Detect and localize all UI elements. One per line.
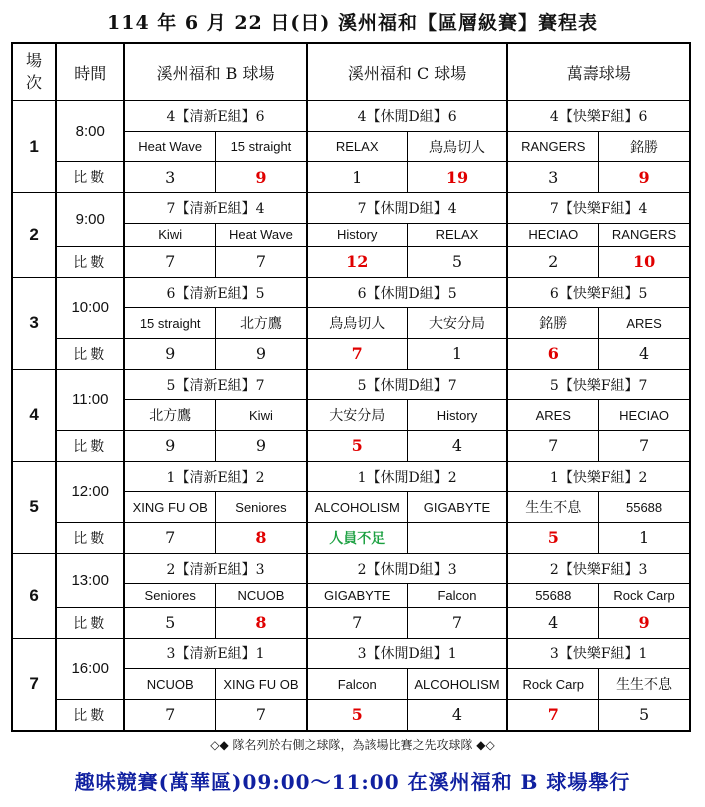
group-label: 7【休閒D組】4	[307, 193, 508, 224]
score-home: 3	[507, 162, 598, 193]
team-name-home: 鳥鳥切人	[307, 308, 407, 339]
group-label: 7【快樂F組】4	[507, 193, 690, 224]
team-name-home: Seniores	[124, 584, 215, 607]
team-name-home: RANGERS	[507, 131, 598, 162]
group-label: 5【休閒D組】7	[307, 369, 508, 400]
score-away: 7	[407, 607, 507, 638]
round-group-row	[12, 193, 690, 224]
round-number: 2	[12, 193, 56, 278]
team-name-away: RELAX	[407, 223, 507, 246]
group-label: 4【快樂F組】6	[507, 101, 690, 132]
score-label: 比數	[56, 699, 124, 731]
score-home: 12	[307, 247, 407, 278]
group-label: 6【快樂F組】5	[507, 277, 690, 308]
team-name-home: 北方鷹	[124, 400, 215, 431]
round-number: 3	[12, 277, 56, 369]
schedule-table	[11, 42, 691, 732]
team-name-home: NCUOB	[124, 669, 215, 700]
team-name-home: 大安分局	[307, 400, 407, 431]
round-number: 7	[12, 638, 56, 731]
score-label: 比數	[56, 339, 124, 370]
score-home: 7	[124, 699, 215, 731]
group-label: 2【休閒D組】3	[307, 553, 508, 584]
team-name-away: 鳥鳥切人	[407, 131, 507, 162]
score-away: 1	[407, 339, 507, 370]
team-name-home: Heat Wave	[124, 131, 215, 162]
score-away: 4	[407, 431, 507, 462]
group-label: 6【清新E組】5	[124, 277, 307, 308]
team-name-home: XING FU OB	[124, 492, 215, 523]
round-number: 1	[12, 101, 56, 193]
round-score-row	[12, 162, 690, 193]
group-label: 3【清新E組】1	[124, 638, 307, 669]
team-name-away: 生生不息	[599, 669, 690, 700]
round-time: 13:00	[56, 553, 124, 607]
team-name-away: Heat Wave	[216, 223, 307, 246]
team-name-away: HECIAO	[599, 400, 690, 431]
score-home: 7	[307, 339, 407, 370]
team-name-away: Seniores	[216, 492, 307, 523]
header-field-wanshou: 萬壽球場	[507, 43, 690, 101]
round-number: 6	[12, 553, 56, 638]
score-away: 7	[216, 699, 307, 731]
round-score-row	[12, 523, 690, 554]
team-name-away: Falcon	[407, 584, 507, 607]
group-label: 1【快樂F組】2	[507, 461, 690, 492]
round-score-row	[12, 247, 690, 278]
score-home: 7	[507, 431, 598, 462]
score-away	[407, 523, 507, 554]
round-time: 10:00	[56, 277, 124, 338]
team-name-away: 北方鷹	[216, 308, 307, 339]
score-away: 8	[216, 607, 307, 638]
score-label: 比數	[56, 431, 124, 462]
score-label: 比數	[56, 162, 124, 193]
team-name-home: 生生不息	[507, 492, 598, 523]
group-label: 2【快樂F組】3	[507, 553, 690, 584]
round-time: 11:00	[56, 369, 124, 430]
team-name-home: History	[307, 223, 407, 246]
header-field-b: 溪州福和 B 球場	[124, 43, 307, 101]
group-label: 6【休閒D組】5	[307, 277, 508, 308]
score-away: 8	[216, 523, 307, 554]
score-home: 5	[507, 523, 598, 554]
round-group-row	[12, 638, 690, 669]
score-away: 9	[216, 162, 307, 193]
team-name-away: ALCOHOLISM	[407, 669, 507, 700]
score-away: 19	[407, 162, 507, 193]
team-name-away: Rock Carp	[599, 584, 690, 607]
header-round	[12, 43, 56, 101]
team-name-away: XING FU OB	[216, 669, 307, 700]
score-home: 2	[507, 247, 598, 278]
score-home: 9	[124, 339, 215, 370]
score-away: 5	[599, 699, 690, 731]
header-field-c: 溪州福和 C 球場	[307, 43, 508, 101]
team-name-home: 55688	[507, 584, 598, 607]
score-home: 3	[124, 162, 215, 193]
team-name-away: GIGABYTE	[407, 492, 507, 523]
group-label: 5【清新E組】7	[124, 369, 307, 400]
score-away: 5	[407, 247, 507, 278]
score-home: 7	[124, 247, 215, 278]
score-away: 1	[599, 523, 690, 554]
score-label: 比數	[56, 523, 124, 554]
header-round-char-1: 場	[26, 51, 43, 70]
group-label: 7【清新E組】4	[124, 193, 307, 224]
group-label: 1【休閒D組】2	[307, 461, 508, 492]
team-name-away: ARES	[599, 308, 690, 339]
score-home: 7	[124, 523, 215, 554]
score-home: 6	[507, 339, 598, 370]
header-time: 時間	[56, 43, 124, 101]
score-away: 4	[407, 699, 507, 731]
round-score-row	[12, 699, 690, 731]
score-away: 9	[216, 339, 307, 370]
score-away: 9	[599, 162, 690, 193]
round-number: 5	[12, 461, 56, 553]
group-label: 4【休閒D組】6	[307, 101, 508, 132]
group-label: 2【清新E組】3	[124, 553, 307, 584]
team-name-away: 銘勝	[599, 131, 690, 162]
team-name-home: Kiwi	[124, 223, 215, 246]
round-time: 16:00	[56, 638, 124, 699]
team-name-away: Kiwi	[216, 400, 307, 431]
round-score-row	[12, 607, 690, 638]
team-name-home: RELAX	[307, 131, 407, 162]
score-away: 9	[599, 607, 690, 638]
round-score-row	[12, 431, 690, 462]
score-home: 7	[507, 699, 598, 731]
team-name-home: Falcon	[307, 669, 407, 700]
team-name-away: 55688	[599, 492, 690, 523]
lineup-note: ◇◆ 隊名列於右側之球隊，為該場比賽之先攻球隊 ◆◇	[210, 738, 495, 752]
score-away: 10	[599, 247, 690, 278]
group-label: 3【快樂F組】1	[507, 638, 690, 669]
team-name-home: 銘勝	[507, 308, 598, 339]
score-away: 9	[216, 431, 307, 462]
group-label: 1【清新E組】2	[124, 461, 307, 492]
score-away: 7	[216, 247, 307, 278]
score-note: 人員不足	[307, 523, 407, 554]
score-home: 1	[307, 162, 407, 193]
team-name-away: 15 straight	[216, 131, 307, 162]
round-group-row	[12, 369, 690, 400]
page-title: 114 年 6 月 22 日(日) 溪州福和【區層級賽】賽程表	[107, 12, 598, 34]
score-away: 4	[599, 339, 690, 370]
round-group-row	[12, 277, 690, 308]
score-label: 比數	[56, 247, 124, 278]
score-home: 9	[124, 431, 215, 462]
team-name-home: GIGABYTE	[307, 584, 407, 607]
round-time: 12:00	[56, 461, 124, 522]
round-group-row	[12, 101, 690, 132]
team-name-home: ARES	[507, 400, 598, 431]
team-name-away: 大安分局	[407, 308, 507, 339]
header-round-char-2: 次	[26, 73, 43, 92]
round-number: 4	[12, 369, 56, 461]
round-score-row	[12, 339, 690, 370]
score-home: 5	[307, 699, 407, 731]
group-label: 3【休閒D組】1	[307, 638, 508, 669]
team-name-home: Rock Carp	[507, 669, 598, 700]
team-name-home: 15 straight	[124, 308, 215, 339]
event-footer: 趣味競賽(萬華區)09:00～11:00 在溪州福和 B 球場舉行	[74, 770, 631, 794]
score-label: 比數	[56, 607, 124, 638]
round-time: 9:00	[56, 193, 124, 247]
score-home: 7	[307, 607, 407, 638]
round-time: 8:00	[56, 101, 124, 162]
round-group-row	[12, 461, 690, 492]
team-name-home: ALCOHOLISM	[307, 492, 407, 523]
team-name-away: NCUOB	[216, 584, 307, 607]
score-home: 5	[124, 607, 215, 638]
team-name-home: HECIAO	[507, 223, 598, 246]
score-home: 4	[507, 607, 598, 638]
group-label: 5【快樂F組】7	[507, 369, 690, 400]
team-name-away: History	[407, 400, 507, 431]
score-away: 7	[599, 431, 690, 462]
group-label: 4【清新E組】6	[124, 101, 307, 132]
team-name-away: RANGERS	[599, 223, 690, 246]
score-home: 5	[307, 431, 407, 462]
round-group-row	[12, 553, 690, 584]
schedule-body	[12, 101, 690, 732]
